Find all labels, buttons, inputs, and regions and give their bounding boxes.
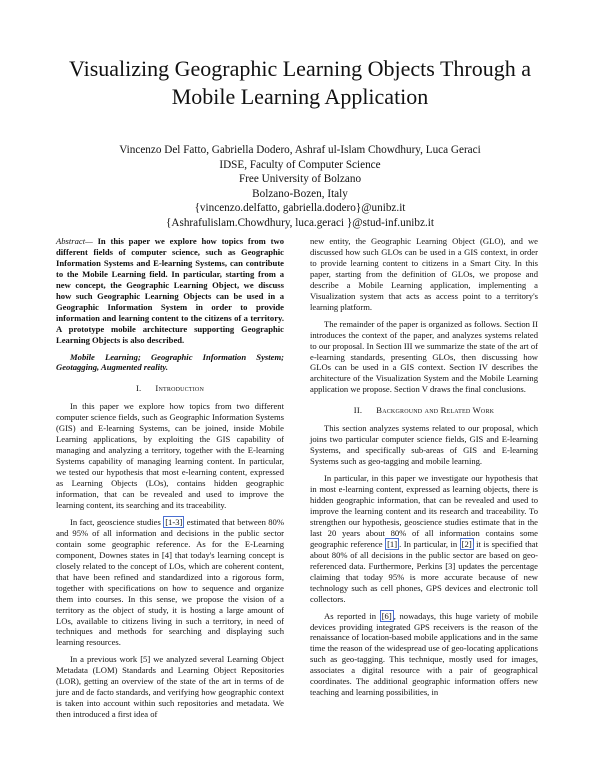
author-email-2: {Ashrafulislam.Chowdhury, luca.geraci }@stud-inf.unibz.it [166,216,434,229]
intro-p2-text-b: estimated that between 80% and 95% of all information and decisions in the public sector contain some geographic reference. As for the E-Learning component, Downes states in [4] that today's learning concept is closely related to the concept of LOs, which are coherent content, that have been refined and standardized into a rigorous form, together with specifications on how to sequence and organize them into courses. In this sense, we propose the vision of a territory as the object of study, it is hosting a large amount of LOs, available to citizens living in such a territory, in need of techniques and methods for searching and displaying such learning resources. [56,516,284,648]
abstract-text: In this paper we explore how topics from two different fields of computer science, such as Geographic Information Systems and E-learning Systems, can contribute to the Mobile Learning field. In particular, starting from a new concept, the Geographic Learning Object, we discuss how such Geographic Learning Objects can be used in a Geographic Information System in order to provide information and learning content to the citizens of a territory. A prototype mobile architecture supporting Geographic Learning Objects is also described. [56,236,284,345]
abstract-lead: Abstract— [56,236,93,246]
background-paragraph-3 [310,611,538,699]
intro-paragraph-3: In a previous work [5] we analyzed several Learning Object Metadata (LOM) Standards and Learning Object Repositories (LOR), getting an overview of the state of the art in terms of de jure and de facto standards, and verifying how geographic context is taken into account within such repositories and metadata. We then introduced a first idea of [56,654,284,720]
citation-link-6[interactable]: [6] [381,610,392,621]
citation-link-1-3[interactable]: [1-3] [165,516,183,527]
keywords: Mobile Learning; Geographic Information System; Geotagging, Augmented reality. [56,351,284,373]
title-line-1: Visualizing Geographic Learning Objects Through a [69,56,531,81]
section-number-1: I. [135,383,142,394]
paper-title [30,55,570,111]
bg-p3-text-a: As reported in [324,610,380,621]
title-line-2: Mobile Learning Application [171,84,429,109]
bg-p3-text-b: , nowadays, this huge variety of mobile devices providing integrated GPS receivers is the reason of the renaissance of location-based mobile applications and in the same time the reason of the widespread use of geo-locating applications such as geo-tagging. This technique, mostly used for images, associates a digital resource with a pair of geographical coordinates. The additional geographic information offers new teaching and learning possibilities, in [310,610,539,698]
author-email-1: {vincenzo.delfatto, gabriella.dodero}@unibz.it [194,202,406,214]
section-number-2: II. [353,405,363,416]
bg-p2-text-a: In particular, in this paper we investigate our hypothesis that in most e-learning content, expressed as learning objects, there is hidden geographic information, that can be revealed and used to improve the learning content and its research and traceability. To strengthen our hypothesis, geoscience studies estimate that in the last 20 years about 80% of all information contains some geographic reference [310,473,538,549]
right-paragraph-2: The remainder of the paper is organized as follows. Section II introduces the context of the paper, and analyzes systems related to our proposal. In Section III we summarize the state of the art of e-learning standards, presenting GLOs, then discussing how GLOs can be used in a GIS context. Section IV describes the architecture of the Visualization System and the Mobile Learning application we propose. Section V draws the final conclusions. [310,318,538,395]
section-title-2: Background and Related Work [376,405,495,416]
abstract [56,236,284,346]
bg-p2-text-c: it is specified that about 80% of all decisions in the public sector are based on geo-referenced data. Furthermore, Perkins [3] updates the percentage claiming that today 95% is more accurate because of new technology such as cell phones, GPS devices and electronic toll collectors. [310,538,538,604]
background-paragraph-1: This section analyzes systems related to our proposal, which joins two particular computer science fields, GIS and E-learning Systems, and specifically sub-areas of GIS and E-learning Systems such as geo-tagging and mobile learning. [310,423,538,467]
citation-link-2[interactable]: [2] [461,538,472,549]
section-heading-1 [56,383,284,394]
right-column [310,236,538,698]
citation-link-1[interactable]: [1] [387,538,398,549]
author-university: Free University of Bolzano [238,173,362,185]
bg-p2-text-b: . In particular, in [399,538,460,549]
intro-p2-text-a: In fact, geoscience studies [70,516,164,527]
author-city: Bolzano-Bozen, Italy [252,187,348,200]
right-paragraph-1: new entity, the Geographic Learning Object (GLO), and we discussed how such GLOs can be used in a GIS context, in order to provide learning content to citizens in a Smart City. In this paper, starting from the definition of GLOs, we propose and describe a Mobile Learning application, implementing a Visualization system that acts as access point to a territory's learning platform. [310,236,538,312]
intro-paragraph-1: In this paper we explore how topics from two different computer science fields, such as Geographic Information Systems (GIS) and E-learning Systems, can be joined, inside Mobile Learning applications, by exploiting the GIS capability of managing and analyzing a territory, together with the E-learning Systems capability of managing learning content. In particular, we tested our hypothesis that most e-learning content, expressed as Learning Objects (LOs), contains hidden geographic information, that can be revealed and used to improve the learning content, its searching and its traceability. [56,401,284,510]
author-names: Vincenzo Del Fatto, Gabriella Dodero, Ashraf ul-Islam Chowdhury, Luca Geraci [119,144,481,156]
intro-paragraph-2 [56,517,284,648]
section-title-1: Introduction [155,383,204,394]
left-column [56,236,284,720]
author-department: IDSE, Faculty of Computer Science [219,158,381,171]
section-heading-2 [310,405,538,416]
background-paragraph-2 [310,473,538,604]
author-block [30,143,570,230]
